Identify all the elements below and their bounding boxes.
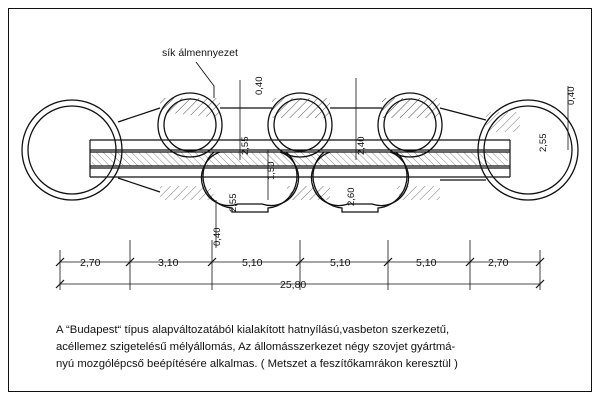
dim-top-right-0-40: 0,40 xyxy=(566,86,577,105)
dim-bottom-5-10-c: 5,10 xyxy=(416,257,437,269)
dim-1-50: 1,50 xyxy=(266,161,277,180)
dim-bottom-5-10-b: 5,10 xyxy=(330,257,351,269)
caption-line-2: acéllemez szigetelésű mélyállomás, Az állomásszerkezet négy szovjet gyártmá- xyxy=(56,341,456,353)
figure-caption xyxy=(56,322,556,373)
dim-bottom-3-10: 3,10 xyxy=(158,257,179,269)
dim-bottom-2-70-left: 2,70 xyxy=(80,257,101,269)
dim-2-55-c: 2,55 xyxy=(538,133,549,152)
dim-top-left-0-40: 0,40 xyxy=(254,76,265,95)
caption-line-1: A “Budapest“ típus alapváltozatából kialakított hatnyílású,vasbeton szerkezetű, xyxy=(56,324,450,336)
dim-total-25-80: 25,80 xyxy=(280,279,307,291)
dim-2-55-b: 2,55 xyxy=(228,193,239,212)
dim-2-55-a: 2,55 xyxy=(240,136,251,155)
caption-line-3: nyú mozgólépcső beépítésére alkalmas. ( Metszet a feszítőkamrákon keresztül ) xyxy=(56,358,458,370)
ceiling-leader-line xyxy=(196,62,214,98)
dim-bottom-2-70-right: 2,70 xyxy=(488,257,509,269)
dim-bottom-5-10-a: 5,10 xyxy=(242,257,263,269)
dim-2-60: 2,60 xyxy=(346,187,357,206)
dim-2-40: 2,40 xyxy=(356,136,367,155)
platform-deck xyxy=(90,140,510,177)
concrete-hatching xyxy=(160,98,520,200)
ceiling-label: sík álmennyezet xyxy=(162,47,238,59)
dim-0-40-bottom: 0,40 xyxy=(212,227,223,246)
